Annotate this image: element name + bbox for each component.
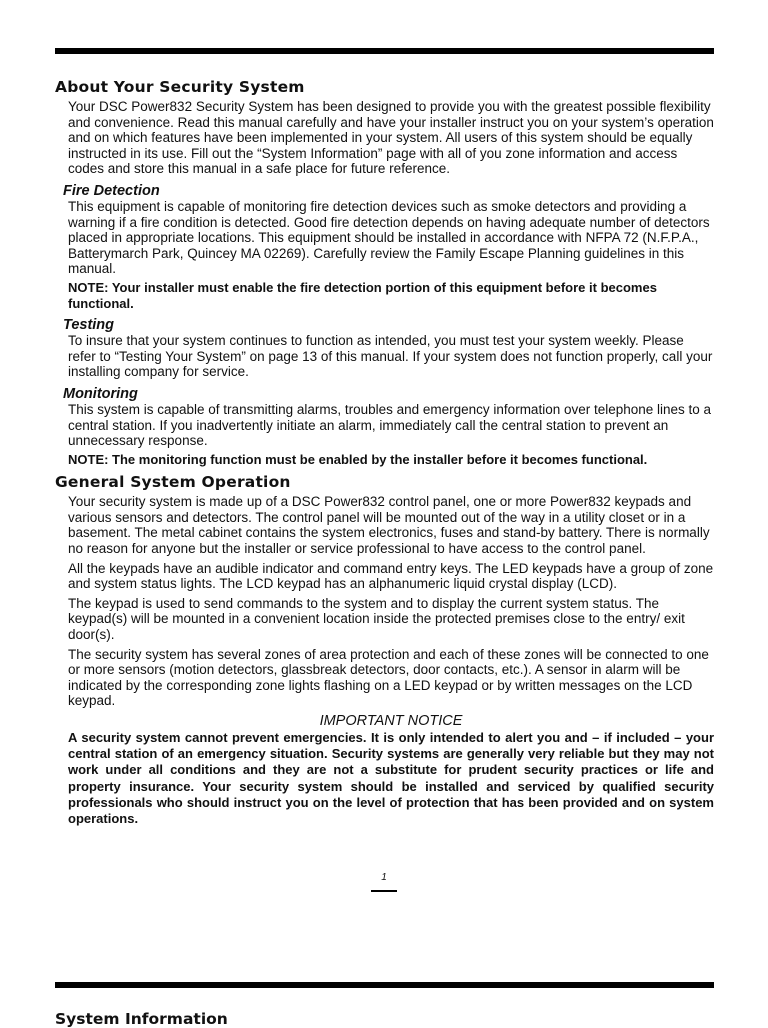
general-paragraph-3: The keypad is used to send commands to the system and to display the current system status. The keypad(s) will be mounted in a convenient location inside the protected premises close to the entry/ exit door(s). xyxy=(68,595,685,643)
general-paragraph-2: All the keypads have an audible indicator and command entry keys. The LED keypads have a group of zone and system status lights. The LCD keypad has an alphanumeric liquid crystal display (LCD). xyxy=(68,560,714,592)
about-section xyxy=(55,99,714,177)
manual-page xyxy=(55,78,714,827)
general-paragraph-4: The security system has several zones of area protection and each of these zones will be connected to one or more sensors (motion detectors, glassbreak detectors, door contacts, etc.). A sensor in alarm will be indicated by the corresponding zone lights flashing on a LED keypad or by written messages on the LCD keypad. xyxy=(68,646,709,709)
fire-detection-note: NOTE: Your installer must enable the fire detection portion of this equipment before it becomes functional. xyxy=(68,279,657,311)
page-number-underline xyxy=(371,890,397,892)
monitoring-paragraph: This system is capable of transmitting alarms, troubles and emergency information over telephone lines to a central station. If you inadvertently initiate an alarm, immediately call the central station to prevent an unnecessary response. xyxy=(68,401,712,449)
page-number: 1 xyxy=(381,872,387,883)
next-page-heading: System Information xyxy=(55,1010,228,1028)
fire-detection-paragraph: This equipment is capable of monitoring fire detection devices such as smoke detectors and providing a warning if a fire condition is detected. Good fire detection depends on having adequate number of detectors placed in appropriate locations. This equipment should be installed in accordance with NFPA 72 (N.F.P.A., Batterymarch Park, Quincey MA 02269). Carefully review the Family Escape Planning guidelines in this manual. xyxy=(68,198,710,277)
monitoring-heading: Monitoring xyxy=(63,385,138,402)
important-notice-title: IMPORTANT NOTICE xyxy=(319,713,463,729)
monitoring-note: NOTE: The monitoring function must be enabled by the installer before it becomes functional. xyxy=(68,451,648,467)
bottom-rule xyxy=(55,982,714,988)
about-paragraph: Your DSC Power832 Security System has been designed to provide you with the greatest possible flexibility and convenience. Read this manual carefully and have your installer instruct you on your system’s operation and on which features have been implemented in your system. All users of this system should be equally instructed in its use. Fill out the “System Information” page with all of you zone information and access codes and store this manual in a safe place for future reference. xyxy=(68,99,714,177)
about-heading: About Your Security System xyxy=(55,78,305,96)
testing-paragraph: To insure that your system continues to function as intended, you must test your system weekly. Please refer to “Testing Your System” on page 13 of this manual. If your system does not function properly, call your installing company for service. xyxy=(68,333,713,380)
general-paragraph-1: Your security system is made up of a DSC Power832 control panel, one or more Power832 keypads and various sensors and detectors. The control panel will be mounted out of the way in a utility closet or in a basement. The metal cabinet contains the system electronics, fuses and stand-by battery. There is normally no reason for anyone but the installer or service professional to have access to the control panel. xyxy=(68,494,710,557)
general-operation-section xyxy=(55,494,714,827)
monitoring-section xyxy=(55,402,714,467)
fire-detection-heading: Fire Detection xyxy=(63,182,160,199)
top-rule xyxy=(55,48,714,54)
fire-detection-section xyxy=(55,199,714,311)
testing-heading: Testing xyxy=(63,317,115,334)
important-notice-body: A security system cannot prevent emergencies. It is only intended to alert you and – if included – your central station of an emergency situation. Security systems are generally very reliable but they may not work under all conditions and they are not a substitute for prudent security practices or life and property insurance. Your security system should be installed and serviced by qualified security professionals who should instruct you on the level of protection that has been provided and on system operations. xyxy=(68,730,714,827)
general-operation-heading: General System Operation xyxy=(55,473,291,492)
testing-section xyxy=(55,333,714,380)
